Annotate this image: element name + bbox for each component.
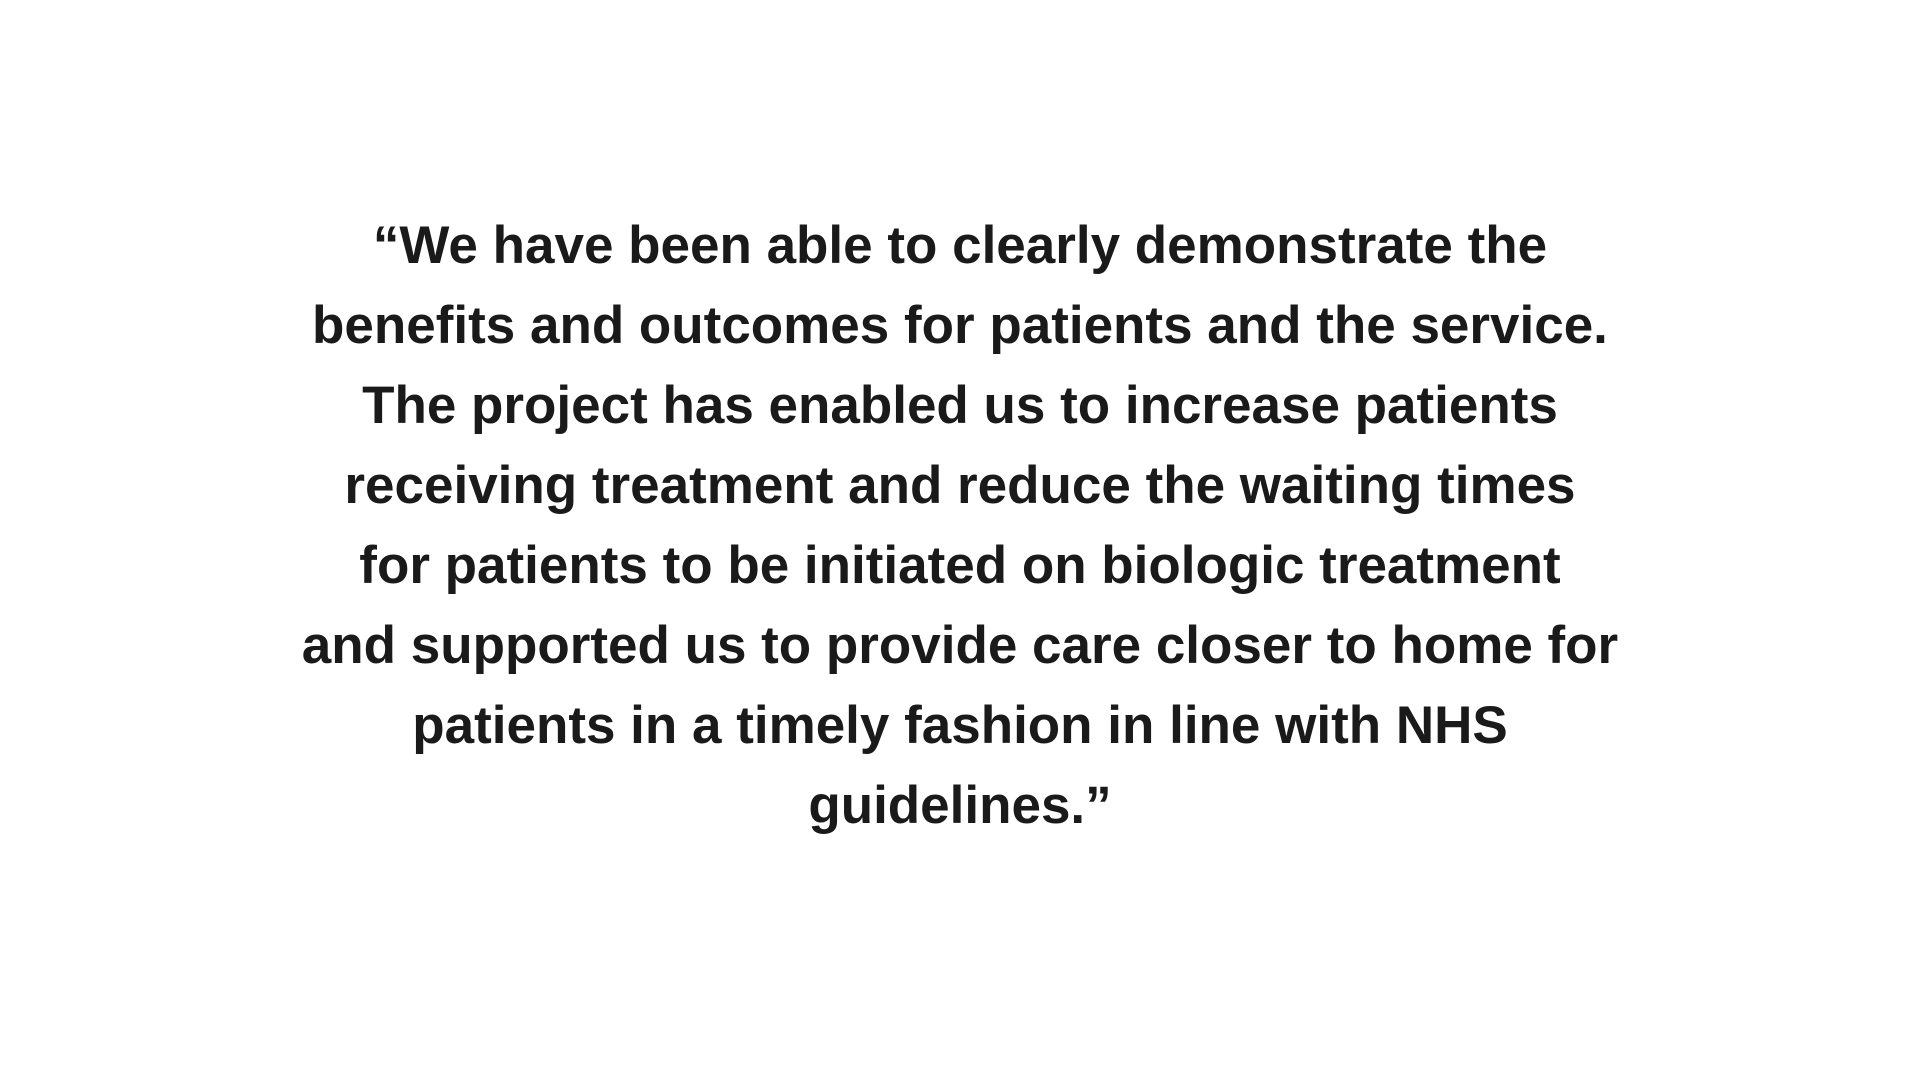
quote-line: benefits and outcomes for patients and the service. [312,296,1608,355]
quote-line: The project has enabled us to increase patients [362,376,1558,435]
quote-line: receiving treatment and reduce the waiting times [344,456,1576,515]
quote-line: patients in a timely fashion in line with NHS [412,696,1508,755]
quote-line: for patients to be initiated on biologic treatment [359,536,1561,595]
quote-line: “We have been able to clearly demonstrate the [372,216,1548,275]
quote-text [302,206,1618,846]
quote-line: and supported us to provide care closer to home for [301,616,1619,675]
quote-line: guidelines.” [808,776,1112,835]
